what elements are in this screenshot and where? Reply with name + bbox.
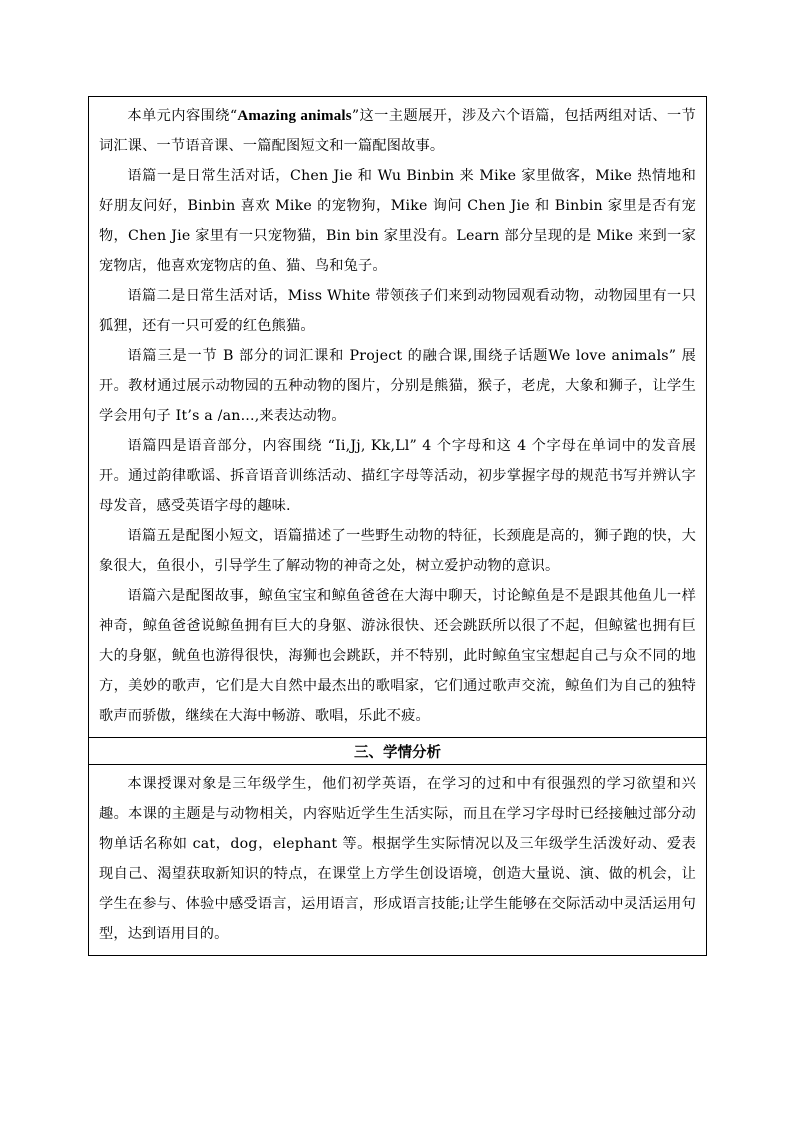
unit-title-emphasis: Amazing animals [237, 108, 352, 124]
paragraph-text-1: 语篇一是日常生活对话，Chen Jie 和 Wu Binbin 来 Mike 家里做客，Mike 热情地和好朋友问好，Binbin 喜欢 Mike 的宠物狗，Mike 询问 Chen Jie 和 Binbin 家里是否有宠物，Chen Jie 家里有一只宠物猫，Bin bin 家里没有。Learn 部分呈现的是 Mike 来到一家宠物店，他喜欢宠物店的鱼、猫、鸟和兔子。 [99, 168, 696, 274]
paragraph-text-2: 语篇二是日常生活对话，Miss White 带领孩子们来到动物园观看动物，动物园里有一只狐狸，还有一只可爱的红色熊猫。 [99, 288, 696, 334]
paragraph-text-6: 语篇六是配图故事，鲸鱼宝宝和鲸鱼爸爸在大海中聊天，讨论鲸鱼是不是跟其他鱼儿一样神奇，鲸鱼爸爸说鲸鱼拥有巨大的身躯、游泳很快、还会跳跃所以很了不起，但鲸鲨也拥有巨大的身躯，鱿鱼也游得很快，海狮也会跳跃，并不特别，此时鲸鱼宝宝想起自己与众不同的地方，美妙的歌声，它们是大自然中最杰出的歌唱家，它们通过歌声交流，鲸鱼们为自己的独特歌声而骄傲，继续在大海中畅游、歌唱，乐此不疲。 [99, 588, 696, 724]
section-heading: 三、学情分析 [89, 738, 707, 765]
paragraph-text-4: 语篇四是语音部分，内容围绕 “Ii,Jj, Kk,Ll” 4 个字母和这 4 个字母在单词中的发音展开。通过韵律歌谣、拆音语音训练活动、描红字母等活动，初步掌握字母的规范书写并辨认字母发音，感受英语字母的趣味. [99, 438, 696, 514]
section-heading-row [89, 738, 707, 765]
paragraph-text-3: 语篇三是一节 B 部分的词汇课和 Project 的融合课,围绕子话题We love animals” 展开。教材通过展示动物园的五种动物的图片，分别是熊猫，猴子，老虎，大象和狮子，让学生学会用句子 It’s a /an...,来表达动物。 [99, 348, 696, 424]
learner-analysis-cell [89, 765, 707, 956]
content-analysis-cell [89, 97, 707, 738]
learner-analysis-row [89, 765, 707, 956]
paragraph-intro: 本单元内容围绕“Amazing animals”这一主题展开，涉及六个语篇，包括两组对话、一节词汇课、一节语音课、一篇配图短文和一篇配图故事。 [99, 108, 696, 154]
lesson-plan-table [88, 96, 707, 956]
content-analysis-row [89, 97, 707, 738]
learner-analysis-paragraph: 本课授课对象是三年级学生，他们初学英语，在学习的过和中有很强烈的学习欲望和兴趣。本课的主题是与动物相关，内容贴近学生生活实际，而且在学习字母时已经接触过部分动物单话名称如 cat，dog，elephant 等。根据学生实际情况以及三年级学生活泼好动、爱表现自己、渴望获取新知识的特点，在课堂上方学生创设语境，创造大量说、演、做的机会，让学生在参与、体验中感受语言，运用语言，形成语言技能;让学生能够在交际活动中灵活运用句型，达到语用目的。 [99, 776, 696, 942]
paragraph-text-5: 语篇五是配图小短文，语篇描述了一些野生动物的特征，长颈鹿是高的，狮子跑的快，大象很大，鱼很小，引导学生了解动物的神奇之处，树立爱护动物的意识。 [99, 528, 696, 574]
